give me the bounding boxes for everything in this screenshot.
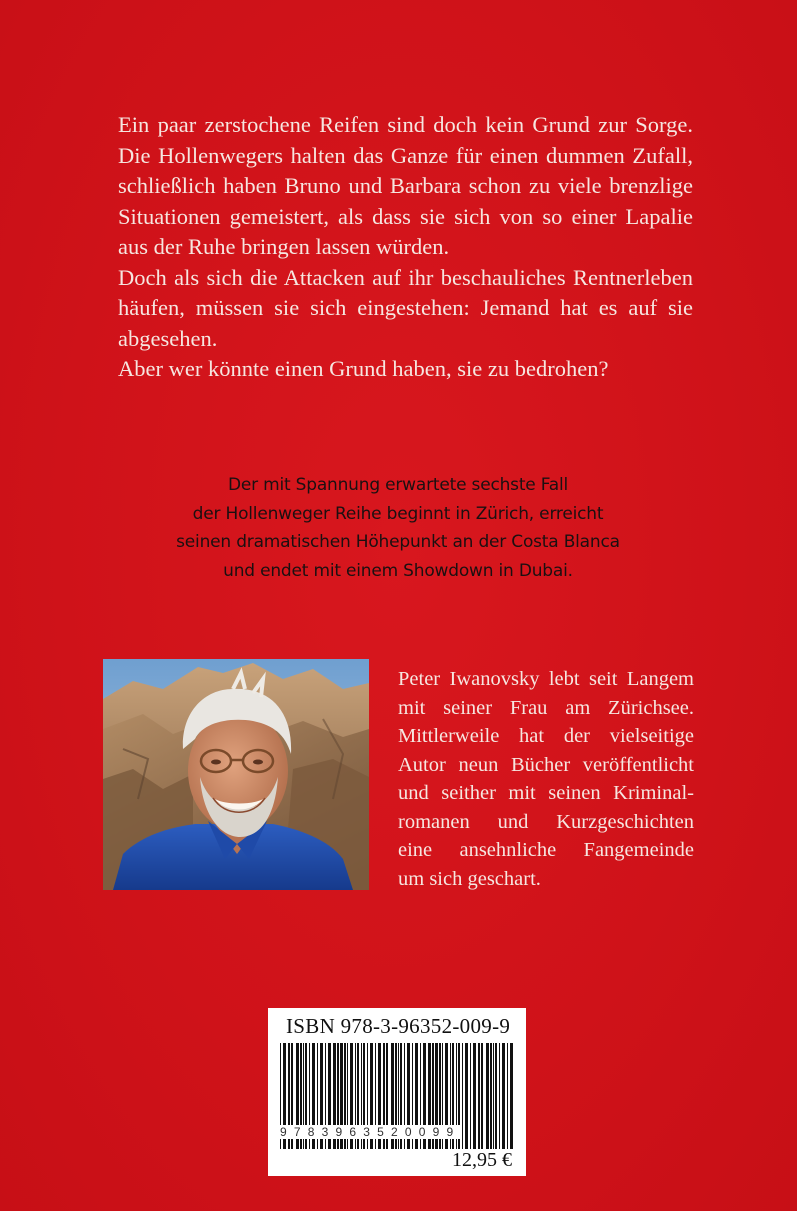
bio-line: Peter Iwanovsky lebt seit Langem (398, 668, 694, 690)
barcode-bar (470, 1043, 471, 1149)
teaser-line: und endet mit einem Showdown in Dubai. (223, 560, 573, 581)
bio-line: Autor neun Bücher veröffentlicht (398, 753, 694, 776)
barcode-bar (495, 1043, 497, 1149)
book-blurb (118, 110, 693, 385)
barcode-bar (510, 1043, 513, 1149)
teaser-line: der Hollenweger Reihe beginnt in Zürich, erreicht (192, 503, 604, 524)
price-label: 12,95 € (452, 1149, 512, 1171)
barcode-bar (490, 1043, 492, 1149)
bio-line: romanen und Kurzgeschichten (398, 810, 694, 833)
author-bio (398, 665, 694, 893)
bio-line: eine ansehnliche Fangemeinde (398, 839, 694, 861)
barcode-bar (507, 1043, 508, 1149)
barcode-bar (465, 1043, 468, 1149)
bio-line: und seither mit seinen Kriminal- (398, 782, 694, 804)
barcode-digits: 9783963520099 (280, 1125, 461, 1139)
barcode-bar (478, 1043, 480, 1149)
teaser-line: seinen dramatischen Höhepunkt an der Costa Blanca (176, 532, 620, 552)
isbn-barcode-panel (268, 1008, 526, 1176)
author-photo (103, 659, 369, 890)
isbn-label: ISBN 978-3-96352-009-9 (286, 1014, 511, 1038)
teaser-line: Der mit Spannung erwartete sechste Fall (227, 475, 569, 495)
barcode-bar (473, 1043, 476, 1149)
blurb-paragraph-1: Ein paar zerstochene Reifen sind doch kein Grund zur Sorge. Die Hollenwegers halten das Ganze für einen dummen Zufall, schließlich haben Bruno und Barbara schon zu viele brenzlige Situationen gemeistert, als dass sie sich von so einer Lapalie aus der Ruhe bringen lassen würden. (118, 112, 693, 259)
blurb-paragraph-3: Aber wer könnte einen Grund haben, sie zu bedrohen? (118, 356, 609, 381)
series-teaser (120, 471, 676, 585)
blurb-paragraph-2: Doch als sich die Attacken auf ihr beschauliches Rentnerleben häufen, müssen sie sich eingestehen: Jemand hat es auf sie abgesehen. (118, 264, 693, 351)
barcode-bar (499, 1043, 500, 1149)
barcode-bar (486, 1043, 489, 1149)
barcode-bar (502, 1043, 505, 1149)
barcode-bar (481, 1043, 483, 1149)
bio-line: mit seiner Frau am Zürichsee. (398, 696, 694, 719)
bio-line: um sich geschart. (398, 867, 541, 890)
barcode-bar (493, 1043, 494, 1149)
bio-line: Mittlerweile hat der vielseitige (398, 725, 694, 747)
